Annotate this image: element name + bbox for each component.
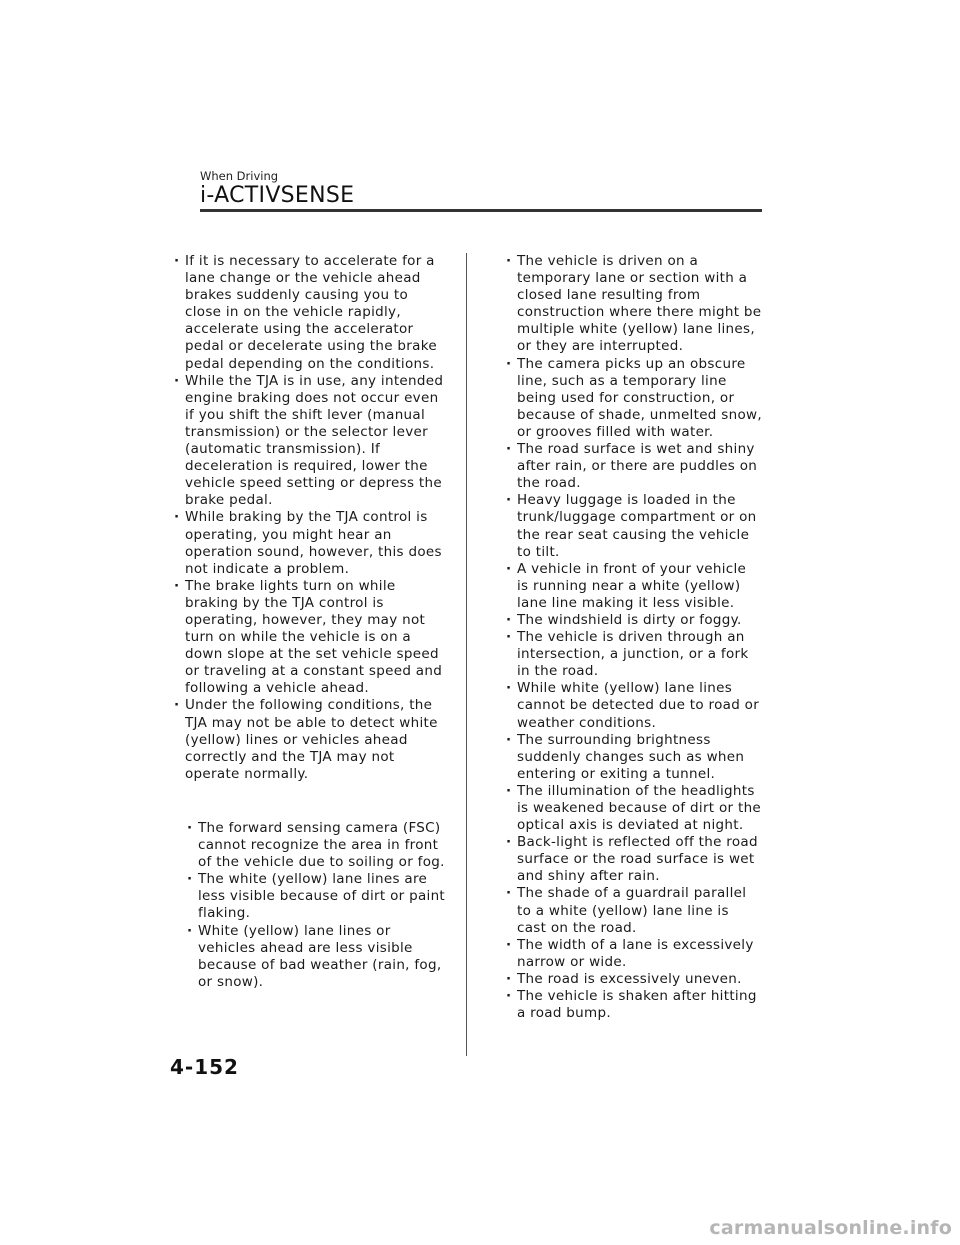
left-sub-bullet-list [187,820,449,991]
list-item: · The road is excessively uneven. [506,971,762,988]
left-column [174,253,448,783]
list-item: · The camera picks up an obscure line, such as a temporary line being used for construction, or because of shade, unmelted snow, or grooves filled with water. [506,356,762,441]
list-item: · The road surface is wet and shiny after rain, or there are puddles on the road. [506,441,762,492]
page-number: 4-152 [170,1055,239,1079]
list-item: · The width of a lane is excessively narrow or wide. [506,937,762,971]
list-item: · A vehicle in front of your vehicle is running near a white (yellow) lane line making it less visible. [506,561,762,612]
list-item: · The surrounding brightness suddenly changes such as when entering or exiting a tunnel. [506,732,762,783]
watermark: carmanualsonline.info [709,1217,952,1239]
list-item: · The illumination of the headlights is weakened because of dirt or the optical axis is deviated at night. [506,783,762,834]
list-item: · While the TJA is in use, any intended engine braking does not occur even if you shift the shift lever (manual transmission) or the selector lever (automatic transmission). If deceleration is required, lower the vehicle speed setting or depress the brake pedal. [174,373,448,510]
list-item: · The vehicle is driven on a temporary lane or section with a closed lane resulting from construction where there might be multiple white (yellow) lane lines, or they are interrupted. [506,253,762,356]
sub-list-item: · The white (yellow) lane lines are less visible because of dirt or paint flaking. [187,871,449,922]
list-item: · Heavy luggage is loaded in the trunk/luggage compartment or on the rear seat causing the vehicle to tilt. [506,492,762,560]
list-item: · The vehicle is driven through an intersection, a junction, or a fork in the road. [506,629,762,680]
page-header [200,169,762,209]
list-item: · While white (yellow) lane lines cannot be detected due to road or weather conditions. [506,680,762,731]
list-item: · The shade of a guardrail parallel to a white (yellow) lane line is cast on the road. [506,885,762,936]
left-bullet-list [174,253,448,783]
list-item: · While braking by the TJA control is operating, you might hear an operation sound, however, this does not indicate a problem. [174,509,448,577]
column-divider [466,253,467,1056]
right-column [506,253,762,1022]
list-item: · Under the following conditions, the TJA may not be able to detect white (yellow) lines or vehicles ahead correctly and the TJA may not operate normally. [174,697,448,782]
list-item: · The brake lights turn on while braking by the TJA control is operating, however, they may not turn on while the vehicle is on a down slope at the set vehicle speed or traveling at a constant speed and following a vehicle ahead. [174,578,448,698]
chapter-title: i-ACTIVSENSE [200,183,355,208]
list-item: · If it is necessary to accelerate for a lane change or the vehicle ahead brakes suddenly causing you to close in on the vehicle rapidly, accelerate using the accelerator pedal or decelerate using the brake pedal depending on the conditions. [174,253,448,373]
list-item: · Back-light is reflected off the road surface or the road surface is wet and shiny after rain. [506,834,762,885]
sub-list-item: · White (yellow) lane lines or vehicles ahead are less visible because of bad weather (rain, fog, or snow). [187,923,449,991]
sub-list-item: · The forward sensing camera (FSC) cannot recognize the area in front of the vehicle due to soiling or fog. [187,820,449,871]
list-item: · The vehicle is shaken after hitting a road bump. [506,988,762,1022]
header-rule [200,209,762,212]
list-item: · The windshield is dirty or foggy. [506,612,762,629]
section-label: When Driving [200,169,279,183]
right-bullet-list [506,253,762,1022]
